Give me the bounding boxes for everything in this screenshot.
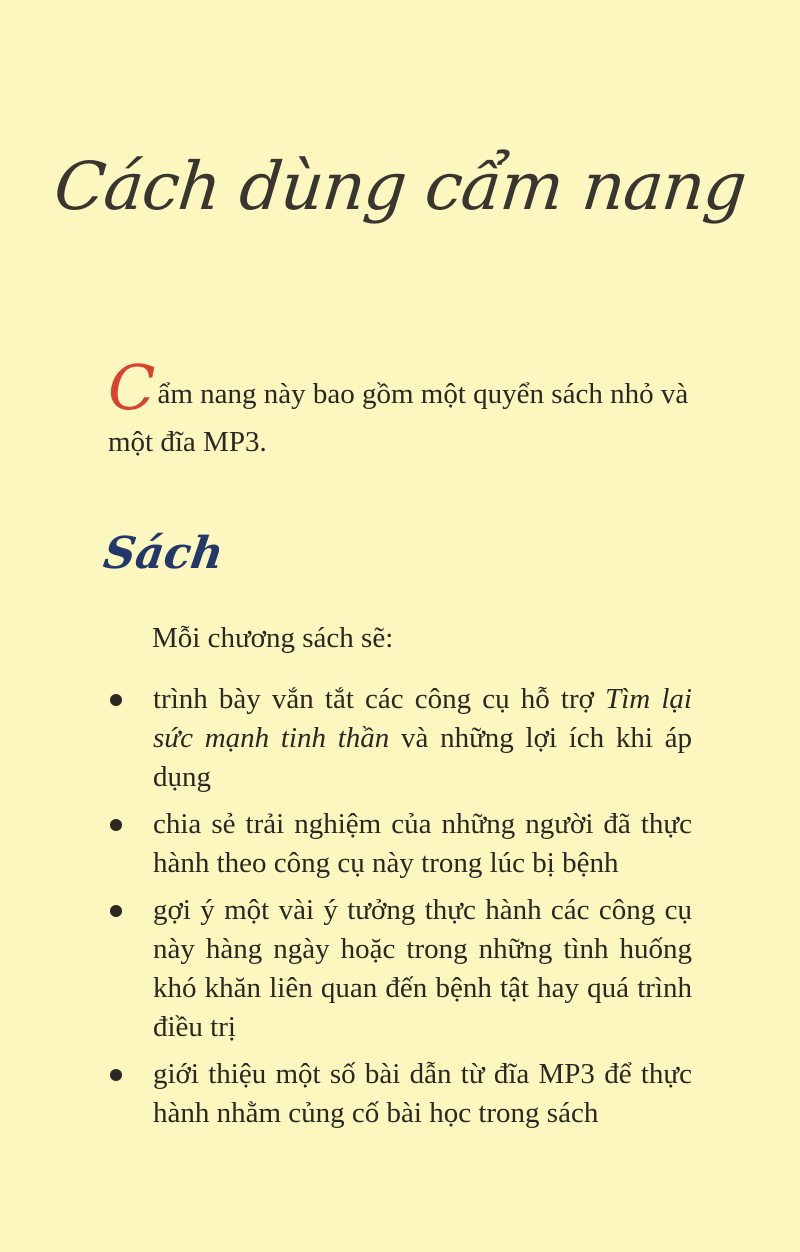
bullet-italic-text: Tìm lại sức mạnh tinh thần bbox=[153, 683, 692, 754]
drop-cap: C bbox=[108, 351, 156, 424]
bullet-dot-icon bbox=[110, 819, 122, 831]
section-heading: Sách bbox=[100, 528, 227, 579]
bullet-dot-icon bbox=[110, 905, 122, 917]
list-item bbox=[108, 891, 692, 1047]
section-lead: Mỗi chương sách sẽ: bbox=[152, 622, 394, 654]
bullet-text: chia sẻ trải nghiệm của những người đã thực hành theo công cụ này trong lúc bị bệnh bbox=[153, 808, 692, 879]
bullet-dot-icon bbox=[110, 1069, 122, 1081]
list-item bbox=[108, 680, 692, 797]
page-title: Cách dùng cẩm nang bbox=[50, 148, 750, 225]
bullet-text: giới thiệu một số bài dẫn từ đĩa MP3 để thực hành nhằm củng cố bài học trong sách bbox=[153, 1058, 692, 1129]
bullet-text: gợi ý một vài ý tưởng thực hành các công cụ này hàng ngày hoặc trong những tình huống khó khăn liên quan đến bệnh tật hay quá trình điều trị bbox=[153, 894, 692, 1043]
list-item bbox=[108, 805, 692, 883]
bullet-text: trình bày vắn tắt các công cụ hỗ trợ bbox=[153, 683, 606, 715]
intro-text: ẩm nang này bao gồm một quyển sách nhỏ và một đĩa MP3. bbox=[108, 378, 689, 458]
list-item bbox=[108, 1055, 692, 1133]
bullet-text-end: và những lợi ích khi áp dụng bbox=[153, 722, 692, 793]
bullet-dot-icon bbox=[110, 694, 122, 706]
intro-paragraph bbox=[108, 351, 708, 466]
bullet-list bbox=[108, 680, 692, 1141]
